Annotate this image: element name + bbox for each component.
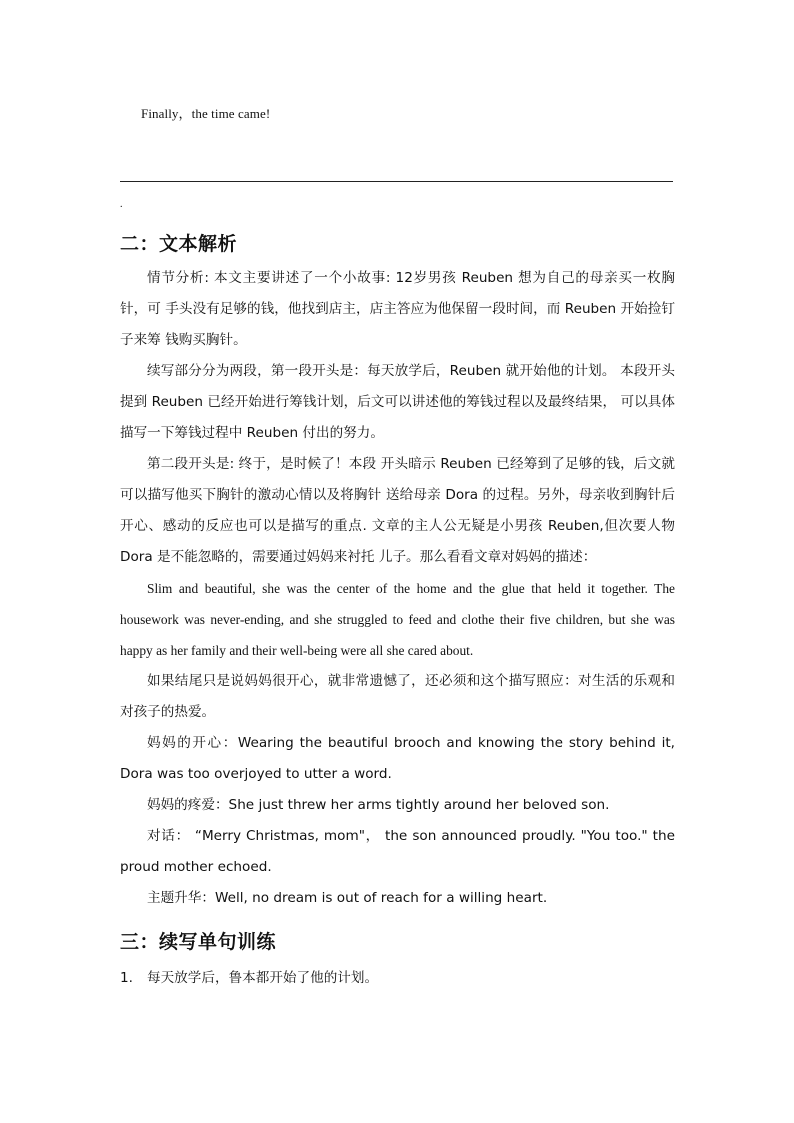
mother-description-quote: Slim and beautiful, she was the center of the home and the glue that held it together. The housework was never-ending, and she struggled to feed and clothe their five children, but she was happy as her family and their well-being were all she cared about. (120, 581, 675, 658)
dialogue-note: 对话： “Merry Christmas, mom"， the son announced proudly. "You too." the proud mother echoed. (120, 828, 675, 875)
list-item (120, 966, 378, 986)
continuation-paragraph-one: 续写部分分为两段，第一段开头是：每天放学后，Reuben 就开始他的计划。 本段开头提到 Reuben 已经开始进行筹钱计划，后文可以讲述他的筹钱过程以及最终结果， 可以具体描写一下筹钱过程中 Reuben 付出的努力。 (120, 363, 675, 441)
analysis-body (120, 263, 675, 914)
separator-line (120, 181, 673, 182)
separator-mark: . (120, 199, 123, 210)
intro-line: Finally，the time came! (141, 106, 271, 121)
ending-note: 如果结尾只是说妈妈很开心，就非常遗憾了，还必须和这个描写照应：对生活的乐观和对孩子的热爱。 (120, 673, 675, 720)
list-item-text: 每天放学后，鲁本都开始了他的计划。 (147, 970, 379, 986)
plot-analysis-paragraph: 情节分析: 本文主要讲述了一个小故事: 12岁男孩 Reuben 想为自己的母亲买一枚胸针，可 手头没有足够的钱，他找到店主，店主答应为他保留一段时间，而 Reuben 开始捡钉子来筹 钱购买胸针。 (120, 270, 675, 348)
list-item-number: 1. (120, 970, 133, 986)
mother-love-note: 妈妈的疼爱：She just threw her arms tightly around her beloved son. (147, 797, 610, 813)
mother-happiness-note: 妈妈的开心：Wearing the beautiful brooch and knowing the story behind it, Dora was too overjoyed to utter a word. (120, 735, 675, 782)
continuation-paragraph-two: 第二段开头是: 终于，是时候了！本段 开头暗示 Reuben 已经筹到了足够的钱，后文就可以描写他买下胸针的激动心情以及将胸针 送给母亲 Dora 的过程。另外，母亲收到胸针后开心、感动的反应也可以是描写的重点. 文章的主人公无疑是小男孩 Reuben,但次要人物 Dora 是不能忽略的，需要通过妈妈来衬托 儿子。那么看看文章对妈妈的描述： (120, 456, 675, 565)
section-heading-training: 三：续写单句训练 (120, 931, 277, 953)
theme-note: 主题升华：Well, no dream is out of reach for a willing heart. (147, 890, 548, 906)
section-heading-analysis: 二：文本解析 (120, 233, 238, 255)
